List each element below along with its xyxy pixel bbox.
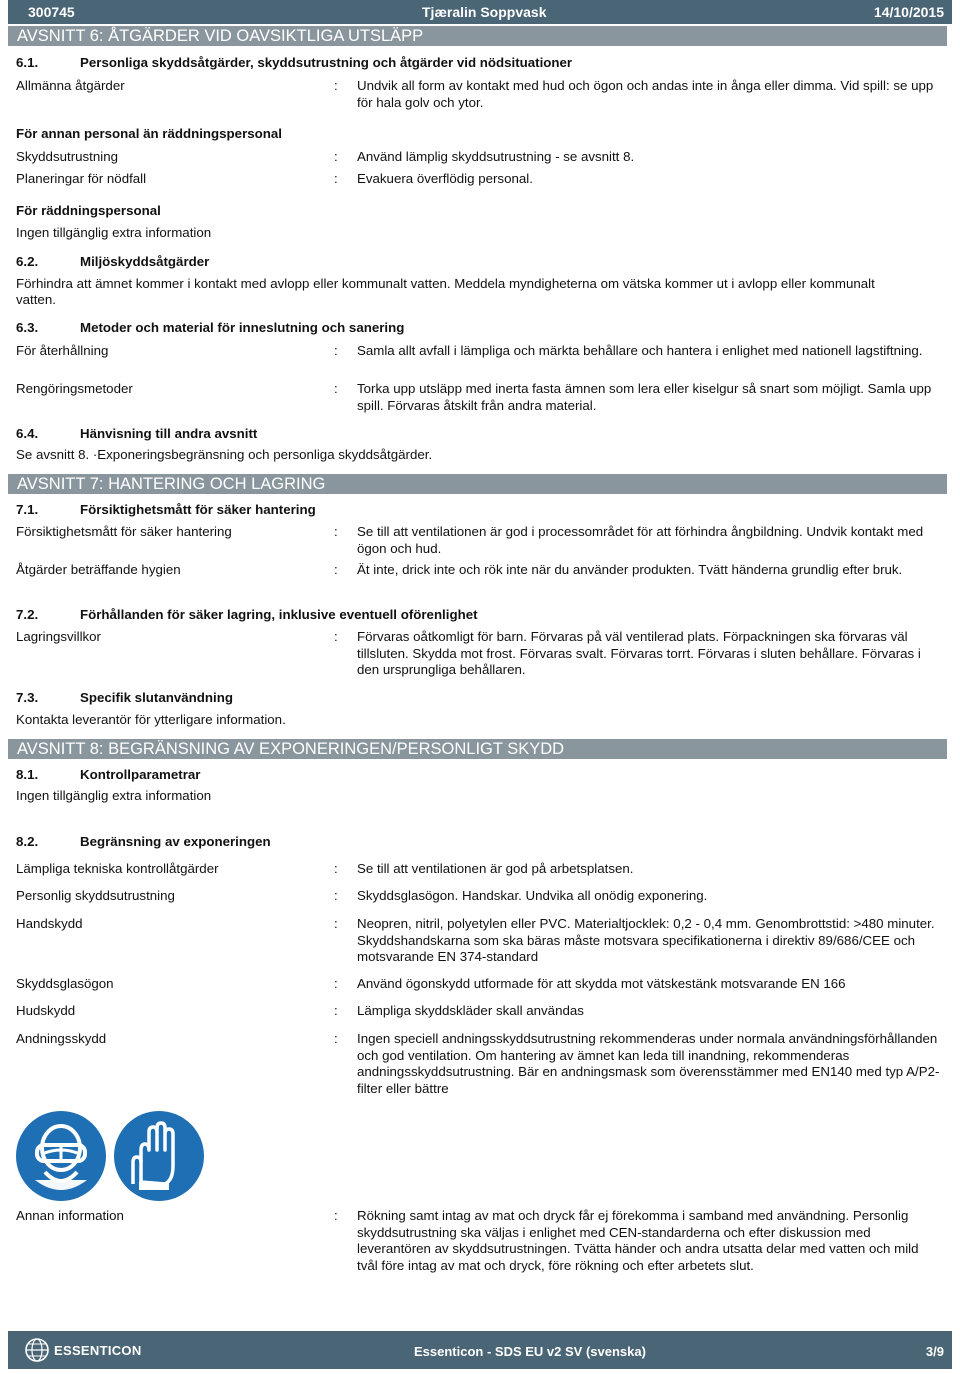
reference-text: Se avsnitt 8. ·Exponeringsbegränsning och personliga skyddsåtgärder. <box>16 447 433 462</box>
essenticon-logo <box>20 1335 170 1365</box>
subsection-title: Miljöskyddsåtgärder <box>80 254 210 269</box>
subsection-title: Hänvisning till andra avsnitt <box>80 426 258 441</box>
subsection-number: 7.1. <box>16 502 39 517</box>
emergency-plans-value: Evakuera överflödig personal. <box>357 171 533 186</box>
environmental-text-line-1: Förhindra att ämnet kommer i kontakt med avlopp eller kommunalt vatten. Meddela myndigheterna om vätska kommer ut i avlopp eller kommunalt <box>16 276 875 291</box>
respiratory-protection-value: Ingen speciell andningsskyddsutrustning rekommenderas under normala användningsförhållanden och god ventilation. Om hantering av ämnet kan leda till inandning, rekommenderas andningsskyddsutrustning. Bär en andningsmask som överensstämmer med EN140 med typ A/P2-filter eller bättre <box>357 1031 940 1096</box>
subsection-number: 7.2. <box>16 607 39 622</box>
control-parameters-text: Ingen tillgänglig extra information <box>16 788 212 803</box>
colon: : <box>334 78 338 93</box>
end-use-text: Kontakta leverantör för ytterligare information. <box>16 712 286 727</box>
responders-text: Ingen tillgänglig extra information <box>16 225 212 240</box>
safe-handling-value: Se till att ventilationen är god i processområdet för att förhindra ångbildning. Undvik kontakt med ögon och hud. <box>357 524 924 556</box>
subsection-title: Metoder och material för inneslutning och sanering <box>80 320 405 335</box>
engineering-controls-label: Lämpliga tekniska kontrollåtgärder <box>16 861 219 876</box>
protective-equipment-value: Använd lämplig skyddsutrustning - se avsnitt 8. <box>357 149 635 164</box>
subsection-title: Förhållanden för säker lagring, inklusive eventuell oförenlighet <box>80 607 478 622</box>
storage-conditions-value: Förvaras oåtkomligt för barn. Förvaras på väl ventilerad plats. Förpackningen ska förvaras väl tillsluten. Skydda mot frost. Förvaras svalt. Förvaras torrt. Förvaras i sluten behållare. Förvaras i den ursprungliga behållaren. <box>357 629 921 677</box>
colon: : <box>334 1208 338 1223</box>
section-8-heading: AVSNITT 8: BEGRÄNSNING AV EXPONERINGEN/PERSONLIGT SKYDD <box>8 739 947 759</box>
subsection-number: 8.1. <box>16 767 39 782</box>
colon: : <box>334 381 338 396</box>
subsection-number: 6.1. <box>16 55 39 70</box>
skin-protection-label: Hudskydd <box>16 1003 76 1018</box>
colon: : <box>334 524 338 539</box>
ppe-value: Skyddsglasögon. Handskar. Undvika all onödig exponering. <box>357 888 708 903</box>
subsection-number: 7.3. <box>16 690 39 705</box>
section-7-heading: AVSNITT 7: HANTERING OCH LAGRING <box>8 474 947 494</box>
general-measures-label: Allmänna åtgärder <box>16 78 125 93</box>
subsection-title: Försiktighetsmått för säker hantering <box>80 502 316 517</box>
other-information-label: Annan information <box>16 1208 124 1223</box>
hand-protection-label: Handskydd <box>16 916 83 931</box>
page-number: 3/9 <box>925 1344 944 1359</box>
document-header-bar <box>8 0 952 24</box>
product-name: Tjæralin Soppvask <box>422 4 547 20</box>
subsection-number: 8.2. <box>16 834 39 849</box>
storage-conditions-label: Lagringsvillkor <box>16 629 101 644</box>
footer-document-title: Essenticon - SDS EU v2 SV (svenska) <box>414 1344 646 1359</box>
colon: : <box>334 888 338 903</box>
protective-equipment-label: Skyddsutrustning <box>16 149 118 164</box>
containment-value: Samla allt avfall i lämpliga och märkta behållare och hantera i enlighet med nationell lagstiftning. <box>357 343 923 358</box>
subsection-number: 6.4. <box>16 426 39 441</box>
respiratory-protection-label: Andningsskydd <box>16 1031 107 1046</box>
hygiene-value: Ät inte, drick inte och rök inte när du använder produkten. Tvätt händerna grundlig efter bruk. <box>357 562 903 577</box>
subsection-title: Personliga skyddsåtgärder, skyddsutrustning och åtgärder vid nödsituationer <box>80 55 573 70</box>
product-code: 300745 <box>28 4 75 20</box>
skin-protection-value: Lämpliga skyddskläder skall användas <box>357 1003 584 1018</box>
document-footer-bar <box>8 1331 952 1369</box>
emergency-plans-label: Planeringar för nödfall <box>16 171 147 186</box>
colon: : <box>334 1003 338 1018</box>
colon: : <box>334 976 338 991</box>
colon: : <box>334 171 338 186</box>
environmental-text-line-2: vatten. <box>16 292 56 307</box>
hand-protection-value: Neopren, nitril, polyetylen eller PVC. Materialtjocklek: 0,2 - 0,4 mm. Genombrottstid: >480 minuter. Skyddshandskarna som ska bäras måste motsvara specifikationerna i direktiv 89/686/CEE och motsvarande EN 374-standard <box>357 916 935 964</box>
protective-gloves-icon <box>113 1110 205 1202</box>
subsection-title: Kontrollparametrar <box>80 767 201 782</box>
subsection-title: Begränsning av exponeringen <box>80 834 271 849</box>
containment-label: För återhållning <box>16 343 109 358</box>
cleaning-methods-value: Torka upp utsläpp med inerta fasta ämnen som lera eller kiselgur så snart som möjligt. Samla upp spill. Förvaras åtskilt från andra material. <box>357 381 932 413</box>
subsection-title: Specifik slutanvändning <box>80 690 233 705</box>
colon: : <box>334 629 338 644</box>
engineering-controls-value: Se till att ventilationen är god på arbetsplatsen. <box>357 861 634 876</box>
colon: : <box>334 861 338 876</box>
section-6-heading: AVSNITT 6: ÅTGÄRDER VID OAVSIKTLIGA UTSLÄPP <box>8 26 947 46</box>
logo-text: ESSENTICON <box>54 1343 142 1358</box>
eye-protection-label: Skyddsglasögon <box>16 976 114 991</box>
general-measures-value: Undvik all form av kontakt med hud och ögon och andas inte in ånga eller dimma. Vid spill: se upp för hala golv och ytor. <box>357 78 934 110</box>
colon: : <box>334 149 338 164</box>
revision-date: 14/10/2015 <box>873 4 944 20</box>
colon: : <box>334 343 338 358</box>
colon: : <box>334 1031 338 1046</box>
colon: : <box>334 916 338 931</box>
hygiene-label: Åtgärder beträffande hygien <box>16 562 181 577</box>
subsection-number: 6.2. <box>16 254 39 269</box>
cleaning-methods-label: Rengöringsmetoder <box>16 381 133 396</box>
safety-glasses-icon <box>15 1110 107 1202</box>
other-information-value: Rökning samt intag av mat och dryck får ej förekomma i samband med användning. Personlig skyddsutrustning ska väljas i enlighet med CEN-standarderna och efter diskussion med leverantören av skyddsutrustningen. Tvätta händer och andra utsatta delar med vatten och mild tvål före intag av mat och dryck, före rökning och efter arbetets slut. <box>357 1208 919 1273</box>
non-emergency-heading: För annan personal än räddningspersonal <box>16 126 282 141</box>
ppe-label: Personlig skyddsutrustning <box>16 888 175 903</box>
subsection-number: 6.3. <box>16 320 39 335</box>
eye-protection-value: Använd ögonskydd utformade för att skydda mot vätskestänk motsvarande EN 166 <box>357 976 846 991</box>
globe-icon <box>24 1337 50 1363</box>
responders-heading: För räddningspersonal <box>16 203 161 218</box>
colon: : <box>334 562 338 577</box>
safe-handling-label: Försiktighetsmått för säker hantering <box>16 524 232 539</box>
